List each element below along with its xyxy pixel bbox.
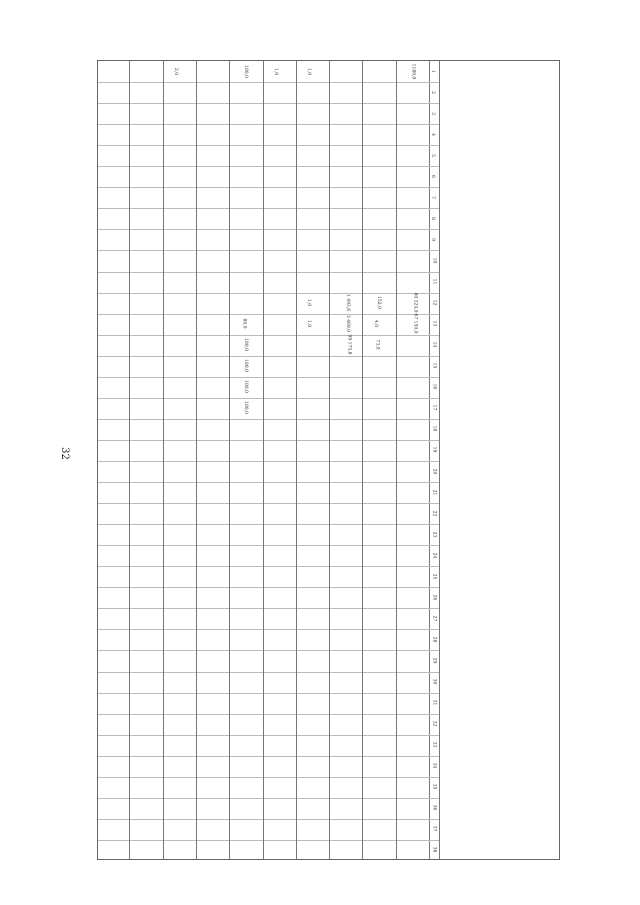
column-number: 34 xyxy=(431,762,437,769)
table-cell: 1 493,6 xyxy=(344,294,350,312)
table-cell: 100,0 xyxy=(242,64,248,78)
column-number: 13 xyxy=(431,320,437,327)
table-cell: 3 469,0 xyxy=(344,315,350,333)
column-number: 15 xyxy=(431,362,437,369)
column-number: 21 xyxy=(431,489,437,495)
column-number: 10 xyxy=(431,257,437,264)
column-number: 33 xyxy=(431,741,437,748)
table-row xyxy=(196,61,229,859)
table-cell: 99 175,8 xyxy=(346,334,352,355)
table-cell: 100,0 xyxy=(242,380,248,394)
column-number: 36 xyxy=(431,804,437,811)
column-number: 16 xyxy=(431,383,437,390)
page-number: 32 xyxy=(58,447,70,460)
column-number: 11 xyxy=(431,278,437,285)
column-number: 4 xyxy=(429,132,435,136)
column-number: 17 xyxy=(431,404,437,411)
table-cell: 1,0 xyxy=(273,67,279,75)
table-row xyxy=(229,61,262,859)
column-number: 29 xyxy=(431,657,437,664)
table-cell: 67 150,0 xyxy=(412,313,418,334)
table-row xyxy=(97,61,129,859)
table-row xyxy=(129,61,162,859)
table-cell: 1,0 xyxy=(306,320,312,328)
column-number: 9 xyxy=(429,238,435,241)
table-cell: 100,0 xyxy=(242,401,248,415)
table-cell: 2,0 xyxy=(173,67,179,75)
column-number: 3 xyxy=(429,111,435,115)
column-number: 26 xyxy=(431,594,437,601)
data-table xyxy=(97,60,560,860)
table-row xyxy=(296,61,329,859)
table-cell: 100,0 xyxy=(242,359,248,373)
table-cell: 73,0 xyxy=(374,339,380,350)
table-cell: 1,0 xyxy=(306,299,312,307)
column-number: 14 xyxy=(431,341,437,348)
column-number: 2 xyxy=(429,90,435,94)
table-row xyxy=(362,61,395,859)
column-number: 27 xyxy=(431,615,437,622)
table-row xyxy=(396,61,429,859)
column-number: 32 xyxy=(431,720,437,727)
column-number-strip xyxy=(429,61,439,859)
column-number: 31 xyxy=(431,699,437,706)
table-cell: 1,0 xyxy=(306,67,312,75)
table-row xyxy=(163,61,196,859)
column-number: 28 xyxy=(431,636,437,643)
table-cell: 80 324,0 xyxy=(412,292,418,313)
column-number: 19 xyxy=(431,447,437,453)
table-cell: 100,0 xyxy=(242,338,248,352)
column-number: 37 xyxy=(431,826,437,832)
column-number: 18 xyxy=(431,426,437,432)
column-number: 7 xyxy=(429,195,435,199)
column-number: 6 xyxy=(429,174,435,178)
column-number: 12 xyxy=(431,299,437,306)
column-number: 24 xyxy=(431,552,437,559)
column-number: 22 xyxy=(431,510,437,516)
column-number: 30 xyxy=(431,678,437,685)
column-number: 35 xyxy=(431,783,437,790)
table-cell: 1180,0 xyxy=(410,63,416,79)
column-number: 23 xyxy=(431,531,437,538)
table-cell: 80,0 xyxy=(241,318,247,329)
table-row xyxy=(263,61,296,859)
header-block xyxy=(439,61,559,859)
column-number: 25 xyxy=(431,573,437,580)
column-number: 8 xyxy=(429,216,435,220)
column-number: 20 xyxy=(431,468,437,474)
column-number: 38 xyxy=(431,847,437,853)
column-number: 5 xyxy=(429,153,435,157)
table-cell: 4,0 xyxy=(373,320,379,328)
table-cell: 152,0 xyxy=(375,296,381,310)
table-row xyxy=(329,61,362,859)
column-number: 1 xyxy=(429,69,435,73)
